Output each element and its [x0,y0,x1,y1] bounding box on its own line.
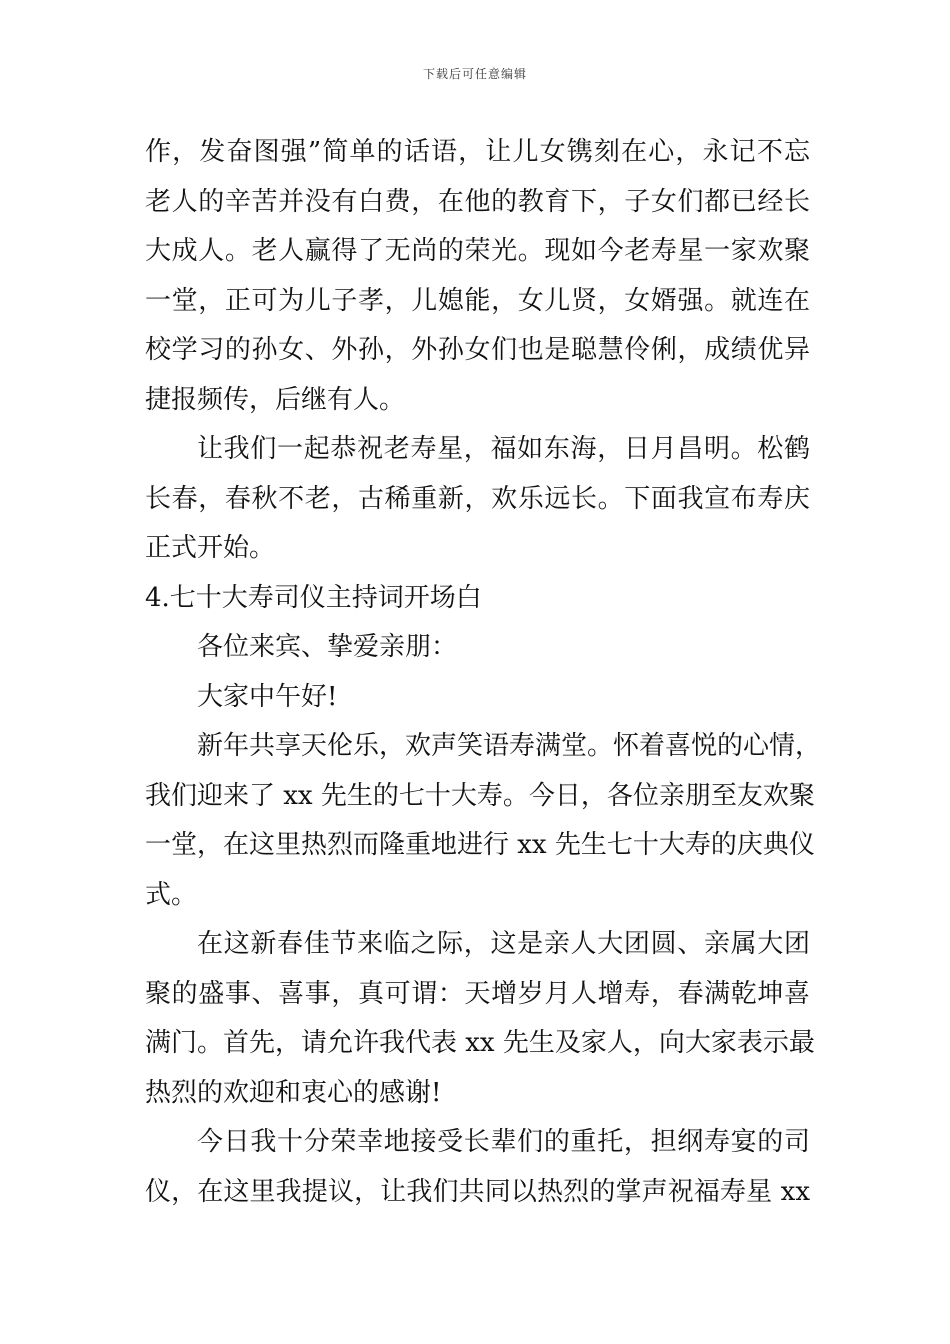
text-line: 聚的盛事、喜事，真可谓：天增岁月人增寿，春满乾坤喜 [145,978,810,1009]
text-line: 老人的辛苦并没有白费，在他的教育下，子女们都已经长 [145,186,810,217]
text-line: 今日我十分荣幸地接受长辈们的重托，担纲寿宴的司 [197,1127,810,1157]
text-line: 式。 [145,879,198,910]
text-line: 满门。首先，请允许我代表 xx 先生及家人，向大家表示最 [145,1028,815,1058]
text-line: 捷报频传，后继有人。 [145,384,406,415]
text-line: 我们迎来了 xx 先生的七十大寿。今日，各位亲朋至友欢聚 [145,780,815,811]
text-line: 正式开始。 [145,533,276,563]
document-body [145,128,822,1217]
section-heading: 4.七十大寿司仪主持词开场白 [145,582,482,613]
text-line: 长春，春秋不老，古稀重新，欢乐远长。下面我宣布寿庆 [145,483,810,514]
text-line: 让我们一起恭祝老寿星，福如东海，日月昌明。松鹤 [197,434,810,464]
text-line: 校学习的孙女、外孙，外孙女们也是聪慧伶俐，成绩优异 [145,335,810,365]
text-line: 大家中午好! [197,681,338,712]
text-line: 新年共享天伦乐，欢声笑语寿满堂。怀着喜悦的心情， [197,731,822,761]
text-line: 在这新春佳节来临之际，这是亲人大团圆、亲属大团 [197,929,810,959]
text-line: 热烈的欢迎和衷心的感谢! [145,1077,442,1108]
text-line: 作，发奋图强”简单的话语，让儿女镌刻在心，永记不忘 [145,137,810,167]
text-line: 一堂，在这里热烈而隆重地进行 xx 先生七十大寿的庆典仪 [145,830,815,860]
page-header: 下载后可任意编辑 [422,67,527,81]
text-line: 仪，在这里我提议，让我们共同以热烈的掌声祝福寿星 xx [145,1176,810,1207]
text-line: 各位来宾、挚爱亲朋： [197,632,458,662]
text-line: 大成人。老人赢得了无尚的荣光。现如今老寿星一家欢聚 [145,236,810,266]
text-line: 一堂，正可为儿子孝，儿媳能，女儿贤，女婿强。就连在 [145,285,810,316]
